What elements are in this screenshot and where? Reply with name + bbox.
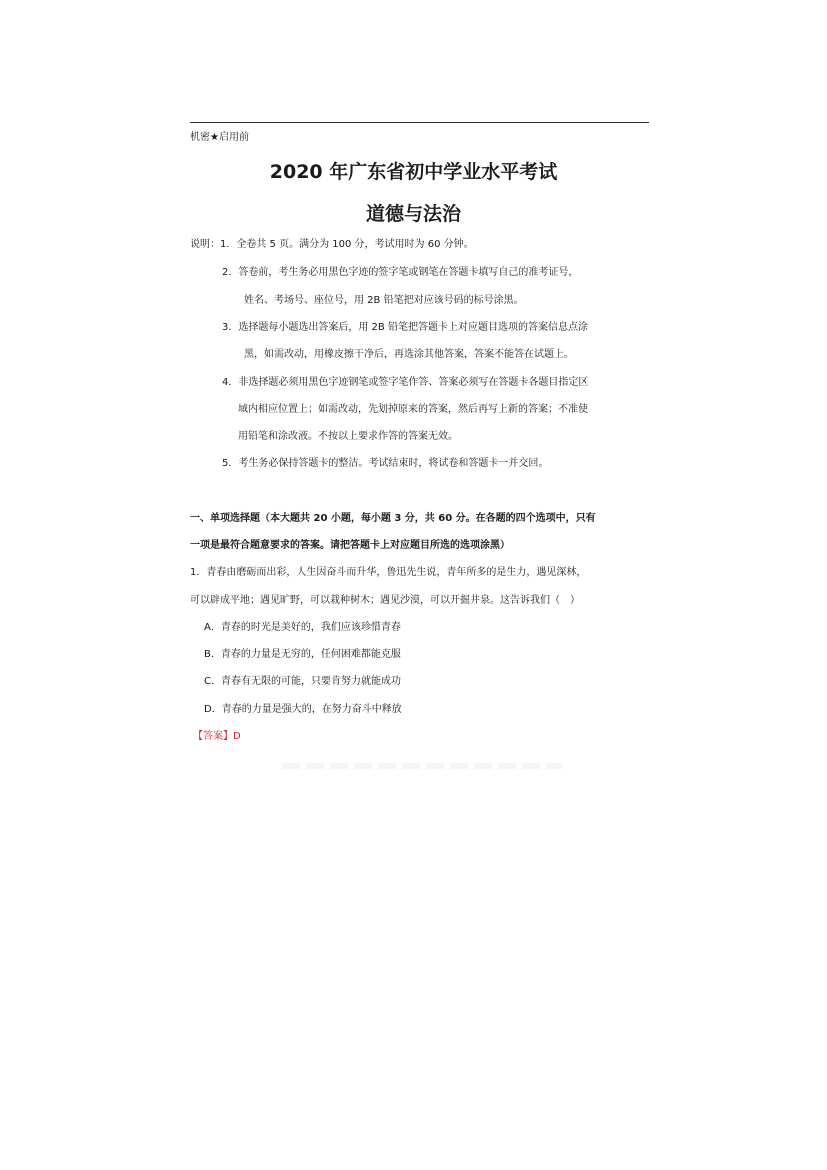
section-heading-line-2: 一项是最符合题意要求的答案。请把答题卡上对应题目所选的选项涂黑）	[190, 540, 510, 551]
instruction-item-4-cont-2: 用铅笔和涂改液。不按以上要求作答的答案无效。	[238, 431, 458, 442]
instruction-item-1: 1．全卷共 5 页。满分为 100 分，考试用时为 60 分钟。	[220, 239, 474, 250]
instruction-item-4: 4．非选择题必须用黑色字迹钢笔或签字笔作答、答案必须写在答题卡各题目指定区	[222, 377, 589, 388]
question-1-option-a: A．青春的时光是美好的，我们应该珍惜青春	[204, 622, 401, 633]
question-1-answer	[193, 730, 241, 744]
instruction-item-3-cont: 黑，如需改动，用橡皮擦干净后，再选涂其他答案，答案不能答在试题上。	[244, 349, 574, 360]
question-1-stem-line-1: 1．青春由磨砺而出彩，人生因奋斗而升华，鲁迅先生说，青年所多的是生力，遇见深林，	[190, 567, 587, 578]
instruction-item-2: 2．答卷前，考生务必用黑色字迹的签字笔或钢笔在答题卡填写自己的准考证号，	[222, 267, 579, 278]
section-heading-line-1: 一、单项选择题（本大题共 20 小题，每小题 3 分，共 60 分。在各题的四个选项中，只有	[190, 513, 596, 524]
exam-title: 2020 年广东省初中学业水平考试	[269, 161, 558, 183]
instructions-label: 说明：	[190, 239, 220, 250]
header-rule	[190, 122, 649, 123]
question-1-stem-line-2: 可以辟成平地；遇见旷野，可以栽种树木；遇见沙漠，可以开掘井泉。这告诉我们（ ）	[190, 595, 580, 606]
subject-title: 道德与法治	[365, 203, 461, 225]
instruction-line-1	[190, 238, 474, 252]
instruction-item-3: 3．选择题每小题选出答案后，用 2B 铅笔把答题卡上对应题目选项的答案信息点涂	[222, 322, 588, 333]
instruction-item-4-cont-1: 域内相应位置上；如需改动，先划掉原来的答案，然后再写上新的答案；不准使	[238, 404, 588, 415]
question-1-option-c: C．青春有无限的可能，只要肯努力就能成功	[204, 676, 401, 687]
answer-value: D	[233, 731, 241, 742]
faint-watermark-strip	[282, 763, 562, 769]
instruction-item-2-cont: 姓名、考场号、座位号，用 2B 铅笔把对应该号码的标号涂黑。	[244, 295, 524, 306]
confidential-mark: 机密★启用前	[190, 132, 249, 143]
question-1-option-d: D．青春的力量是强大的，在努力奋斗中释放	[204, 704, 402, 715]
answer-label: 【答案】	[193, 731, 233, 742]
question-1-option-b: B．青春的力量是无穷的，任何困难都能克服	[204, 649, 401, 660]
instruction-item-5: 5．考生务必保持答题卡的整洁。考试结束时，将试卷和答题卡一并交回。	[222, 458, 549, 469]
